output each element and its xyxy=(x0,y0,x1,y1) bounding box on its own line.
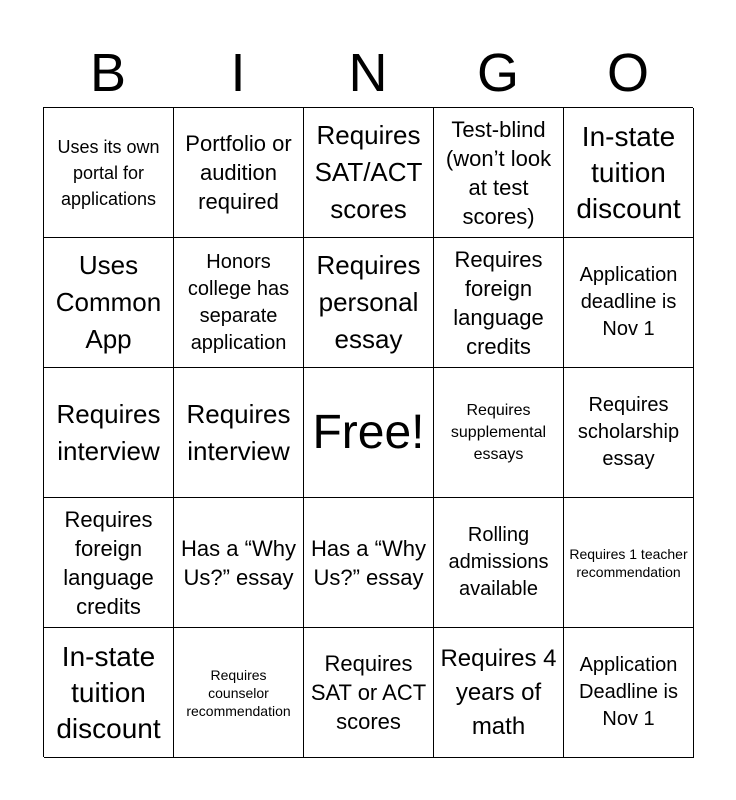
bingo-header xyxy=(43,40,693,106)
cell-text: Requires interview xyxy=(186,398,291,466)
cell-text: Portfolio or audition required xyxy=(185,131,292,214)
cell-text: Has a “Why Us?” essay xyxy=(181,535,296,590)
cell-text: Test-blind (won’t look at test scores) xyxy=(445,116,552,229)
header-letter-n: N xyxy=(348,43,388,103)
bingo-cell[interactable] xyxy=(304,628,434,758)
cell-text: Requires SAT/ACT scores xyxy=(314,120,423,224)
bingo-cell[interactable] xyxy=(564,498,694,628)
bingo-cell[interactable] xyxy=(44,628,174,758)
bingo-cell[interactable] xyxy=(44,238,174,368)
bingo-cell[interactable] xyxy=(174,628,304,758)
cell-text: Requires foreign language credits xyxy=(63,506,154,619)
cell-text: Requires 1 teacher recommendation xyxy=(569,545,688,580)
cell-text: Honors college has separate application xyxy=(187,250,290,354)
bingo-cell[interactable] xyxy=(174,368,304,498)
cell-text: Has a “Why Us?” essay xyxy=(311,535,426,590)
cell-text: In-state tuition discount xyxy=(56,640,161,744)
cell-text: Application deadline is Nov 1 xyxy=(579,264,678,340)
cell-text: Uses Common App xyxy=(55,250,162,354)
bingo-cell[interactable] xyxy=(44,368,174,498)
bingo-cell[interactable] xyxy=(304,108,434,238)
bingo-cell[interactable] xyxy=(434,108,564,238)
bingo-cell[interactable] xyxy=(434,368,564,498)
cell-text: Requires foreign language credits xyxy=(453,246,544,359)
cell-text: Application Deadline is Nov 1 xyxy=(579,654,678,730)
bingo-cell[interactable] xyxy=(174,108,304,238)
header-letter-i: I xyxy=(230,43,246,103)
bingo-cell[interactable] xyxy=(564,368,694,498)
bingo-card-grid xyxy=(43,107,693,757)
bingo-cell[interactable] xyxy=(564,238,694,368)
header-letter-g: G xyxy=(476,43,519,103)
bingo-cell[interactable] xyxy=(564,108,694,238)
cell-text: Requires SAT or ACT scores xyxy=(310,651,427,734)
bingo-cell[interactable] xyxy=(304,238,434,368)
bingo-cell[interactable] xyxy=(174,238,304,368)
bingo-cell[interactable] xyxy=(44,108,174,238)
cell-text: Requires interview xyxy=(56,398,161,466)
cell-text: Requires 4 years of math xyxy=(440,644,557,740)
bingo-cell[interactable] xyxy=(434,238,564,368)
cell-text: In-state tuition discount xyxy=(576,120,681,224)
bingo-cell[interactable] xyxy=(304,498,434,628)
cell-text: Uses its own portal for applications xyxy=(57,136,160,209)
bingo-cell[interactable] xyxy=(434,498,564,628)
cell-text: Requires scholarship essay xyxy=(577,394,680,470)
cell-text: Free! xyxy=(312,405,425,459)
bingo-cell[interactable] xyxy=(44,498,174,628)
header-letter-o: O xyxy=(606,43,649,103)
bingo-cell[interactable] xyxy=(564,628,694,758)
header-letter-b: B xyxy=(89,43,127,103)
cell-text: Requires personal essay xyxy=(316,250,421,354)
bingo-cell[interactable] xyxy=(434,628,564,758)
bingo-cell[interactable] xyxy=(174,498,304,628)
cell-text: Rolling admissions available xyxy=(448,524,549,600)
free-space-cell[interactable] xyxy=(304,368,434,498)
cell-text: Requires supplemental essays xyxy=(450,401,547,463)
cell-text: Requires counselor recommendation xyxy=(186,666,291,719)
